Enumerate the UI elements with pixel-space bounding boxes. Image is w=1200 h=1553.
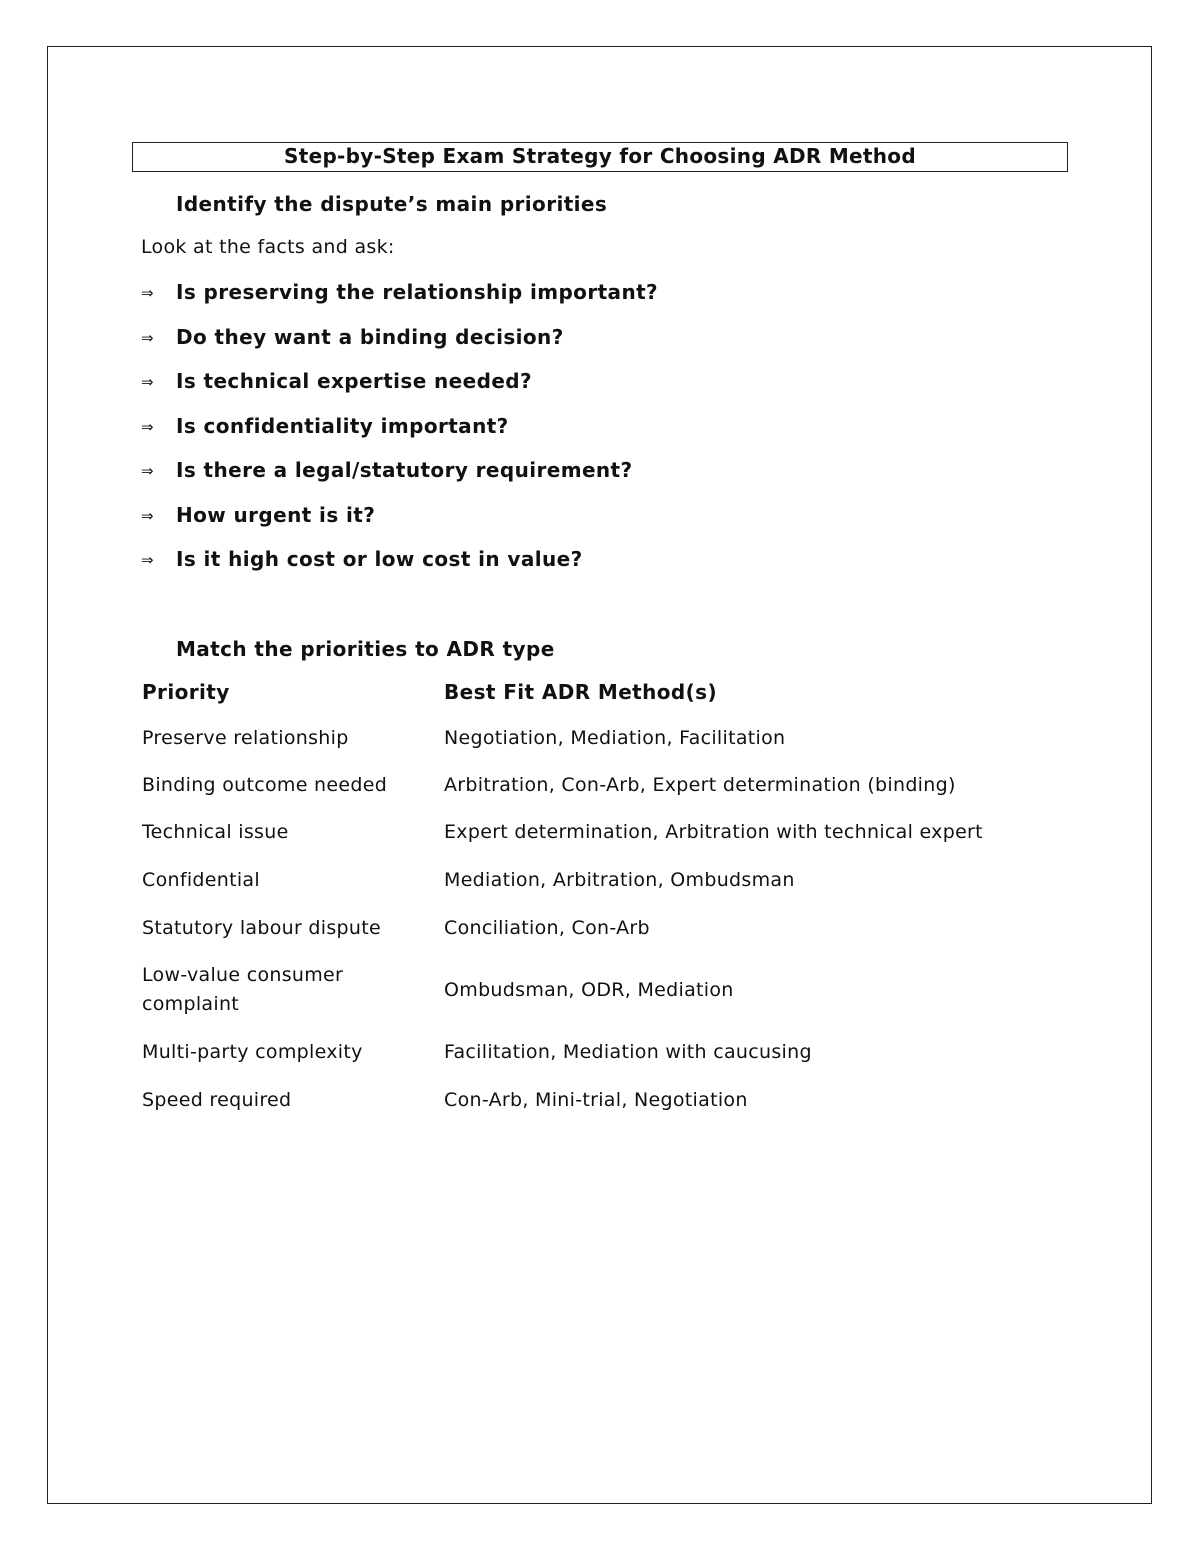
method-cell: Expert determination, Arbitration with technical expert [444, 821, 983, 843]
column-header-method: Best Fit ADR Method(s) [444, 680, 718, 704]
method-cell: Arbitration, Con-Arb, Expert determination (binding) [444, 774, 956, 796]
table-row [142, 1028, 984, 1076]
arrow-icon: ⇒ [141, 417, 154, 436]
priority-cell: Multi-party complexity [142, 1040, 363, 1063]
intro-text: Look at the facts and ask: [141, 236, 395, 258]
table-row [142, 904, 984, 952]
list-item [141, 325, 658, 370]
table-row [142, 809, 984, 856]
priority-cell: Preserve relationship [142, 726, 349, 749]
method-cell: Mediation, Arbitration, Ombudsman [444, 868, 795, 891]
priority-table [142, 680, 984, 1124]
list-item [141, 503, 658, 548]
table-row [142, 952, 984, 1028]
question-text: Is preserving the relationship important? [176, 280, 659, 304]
section-heading-match: Match the priorities to ADR type [176, 637, 555, 661]
arrow-icon: ⇒ [141, 551, 154, 569]
table-row [142, 1076, 984, 1124]
page-title: Step-by-Step Exam Strategy for Choosing ADR Method [132, 142, 1068, 172]
list-item [141, 458, 658, 503]
arrow-icon: ⇒ [141, 284, 154, 302]
method-cell: Con-Arb, Mini-trial, Negotiation [444, 1088, 748, 1111]
priority-cell: Binding outcome needed [142, 774, 388, 796]
question-text: Is technical expertise needed? [176, 369, 533, 393]
arrow-icon: ⇒ [141, 506, 154, 525]
question-text: How urgent is it? [176, 502, 376, 527]
method-cell: Ombudsman, ODR, Mediation [444, 978, 734, 1001]
priority-cell: Statutory labour dispute [142, 916, 381, 939]
question-text: Is confidentiality important? [176, 413, 509, 438]
section-heading-priorities: Identify the dispute’s main priorities [176, 192, 608, 216]
table-row [142, 856, 984, 904]
table-row [142, 762, 984, 809]
list-item [141, 369, 658, 414]
question-text: Is it high cost or low cost in value? [176, 547, 583, 571]
question-list [141, 280, 658, 592]
method-cell: Negotiation, Mediation, Facilitation [444, 726, 786, 749]
list-item [141, 280, 658, 325]
list-item [141, 414, 658, 459]
table-row [142, 714, 984, 762]
column-header-priority: Priority [142, 680, 230, 704]
arrow-icon: ⇒ [141, 373, 154, 391]
list-item [141, 547, 658, 592]
method-cell: Conciliation, Con-Arb [444, 916, 650, 939]
question-text: Is there a legal/statutory requirement? [176, 458, 633, 482]
priority-cell: Technical issue [142, 821, 289, 843]
method-cell: Facilitation, Mediation with caucusing [444, 1040, 812, 1063]
priority-cell: Speed required [142, 1088, 292, 1111]
arrow-icon: ⇒ [141, 462, 154, 480]
question-text: Do they want a binding decision? [176, 324, 564, 349]
table-header-row [142, 680, 984, 714]
priority-cell: Confidential [142, 868, 260, 891]
priority-cell: Low-value consumer complaint [142, 964, 344, 1015]
arrow-icon: ⇒ [141, 328, 154, 347]
